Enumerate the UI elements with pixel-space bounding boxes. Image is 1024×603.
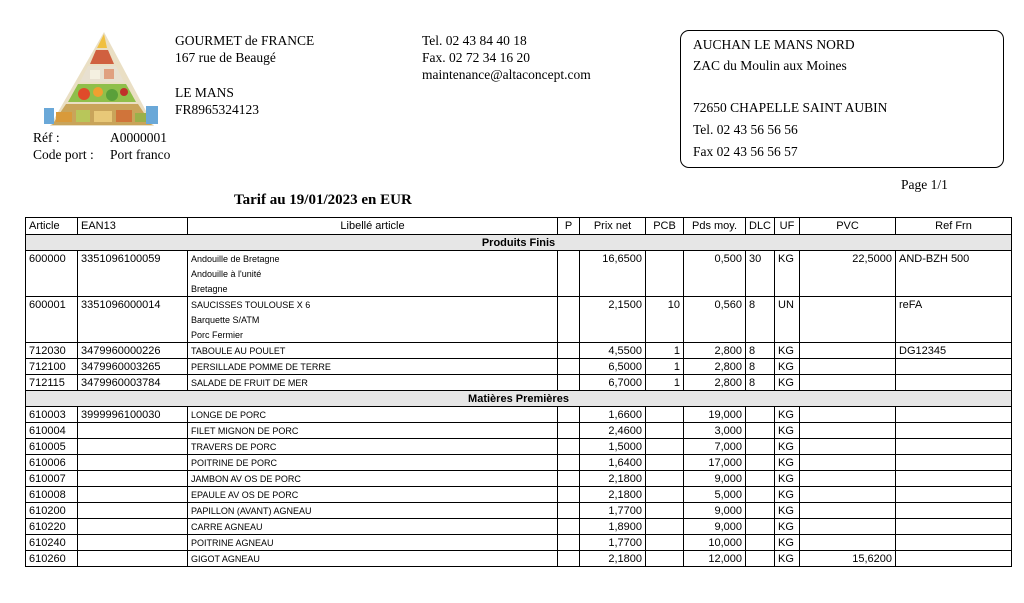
cell-article: 712115 xyxy=(26,375,78,391)
cell-empty xyxy=(580,281,646,297)
document-title: Tarif au 19/01/2023 en EUR xyxy=(234,192,412,208)
cell-pvc xyxy=(800,407,896,423)
cell-empty xyxy=(26,327,78,343)
cell-empty xyxy=(684,327,746,343)
cell-pds-moy: 9,000 xyxy=(684,503,746,519)
cell-libelle: GIGOT AGNEAU xyxy=(188,551,558,567)
cell-prix-net: 1,8900 xyxy=(580,519,646,535)
company-vat: FR8965324123 xyxy=(175,102,260,117)
cell-article: 610240 xyxy=(26,535,78,551)
col-pcb: PCB xyxy=(646,218,684,235)
cell-ref-frn xyxy=(896,471,1012,487)
cell-empty xyxy=(580,266,646,281)
cell-uf: KG xyxy=(775,359,800,375)
cell-article: 610005 xyxy=(26,439,78,455)
cell-ean13: 3479960003265 xyxy=(78,359,188,375)
cell-pvc xyxy=(800,455,896,471)
cell-ref-frn: reFA xyxy=(896,297,1012,313)
col-prix-net: Prix net xyxy=(580,218,646,235)
cell-dlc xyxy=(746,423,775,439)
cell-p xyxy=(558,359,580,375)
cell-ref-frn xyxy=(896,535,1012,551)
cell-pds-moy: 12,000 xyxy=(684,551,746,567)
cell-dlc xyxy=(746,471,775,487)
cell-dlc xyxy=(746,503,775,519)
cell-libelle: LONGE DE PORC xyxy=(188,407,558,423)
cell-p xyxy=(558,423,580,439)
col-ref-frn: Ref Frn xyxy=(896,218,1012,235)
cell-article: 610260 xyxy=(26,551,78,567)
cell-dlc xyxy=(746,551,775,567)
cell-p xyxy=(558,471,580,487)
cell-ean13: 3351096000014 xyxy=(78,297,188,313)
cell-p xyxy=(558,343,580,359)
table-row xyxy=(26,343,1012,359)
cell-ean13 xyxy=(78,471,188,487)
col-pds-moy: Pds moy. xyxy=(684,218,746,235)
cell-ref-frn xyxy=(896,503,1012,519)
cell-libelle-detail: Andouille à l'unité xyxy=(188,266,558,281)
cell-empty xyxy=(26,281,78,297)
cell-pcb: 10 xyxy=(646,297,684,313)
cell-dlc: 8 xyxy=(746,343,775,359)
cell-uf: KG xyxy=(775,455,800,471)
cell-prix-net: 1,6600 xyxy=(580,407,646,423)
cell-empty xyxy=(896,266,1012,281)
cell-pcb xyxy=(646,551,684,567)
company-email: maintenance@altaconcept.com xyxy=(422,67,591,82)
cell-empty xyxy=(800,327,896,343)
table-row xyxy=(26,487,1012,503)
cell-pvc xyxy=(800,423,896,439)
cell-pvc xyxy=(800,519,896,535)
cell-prix-net: 2,1500 xyxy=(580,297,646,313)
cell-prix-net: 2,1800 xyxy=(580,471,646,487)
cell-uf: KG xyxy=(775,503,800,519)
cell-uf: KG xyxy=(775,551,800,567)
cell-pcb xyxy=(646,407,684,423)
port-value: Port franco xyxy=(110,147,171,162)
cell-empty xyxy=(896,281,1012,297)
cell-pvc xyxy=(800,471,896,487)
cell-ean13 xyxy=(78,423,188,439)
table-row xyxy=(26,375,1012,391)
cell-ean13 xyxy=(78,503,188,519)
cell-pds-moy: 9,000 xyxy=(684,471,746,487)
cell-empty xyxy=(78,327,188,343)
cell-libelle: EPAULE AV OS DE PORC xyxy=(188,487,558,503)
cell-empty xyxy=(896,327,1012,343)
cell-pcb xyxy=(646,423,684,439)
client-tel: Tel. 02 43 56 56 56 xyxy=(693,122,798,137)
cell-libelle: SAUCISSES TOULOUSE X 6 xyxy=(188,297,558,313)
cell-pcb: 1 xyxy=(646,343,684,359)
cell-ean13 xyxy=(78,439,188,455)
price-table xyxy=(25,217,1012,567)
cell-pvc xyxy=(800,359,896,375)
ref-label: Réf : xyxy=(33,130,60,145)
cell-pcb xyxy=(646,487,684,503)
cell-prix-net: 4,5500 xyxy=(580,343,646,359)
cell-pds-moy: 3,000 xyxy=(684,423,746,439)
section-title: Matières Premières xyxy=(26,391,1012,407)
cell-empty xyxy=(746,312,775,327)
cell-prix-net: 2,1800 xyxy=(580,551,646,567)
section-row xyxy=(26,235,1012,251)
cell-ean13 xyxy=(78,487,188,503)
cell-article: 610008 xyxy=(26,487,78,503)
cell-dlc: 8 xyxy=(746,359,775,375)
cell-libelle: PAPILLON (AVANT) AGNEAU xyxy=(188,503,558,519)
cell-prix-net: 6,7000 xyxy=(580,375,646,391)
cell-p xyxy=(558,455,580,471)
cell-pcb xyxy=(646,455,684,471)
cell-uf: KG xyxy=(775,519,800,535)
cell-dlc xyxy=(746,455,775,471)
cell-pvc xyxy=(800,535,896,551)
cell-empty xyxy=(558,312,580,327)
cell-pds-moy: 2,800 xyxy=(684,375,746,391)
cell-empty xyxy=(775,327,800,343)
cell-ean13: 3999996100030 xyxy=(78,407,188,423)
client-city: 72650 CHAPELLE SAINT AUBIN xyxy=(693,100,888,115)
cell-p xyxy=(558,375,580,391)
cell-p xyxy=(558,487,580,503)
company-fax: Fax. 02 72 34 16 20 xyxy=(422,50,530,65)
table-row xyxy=(26,503,1012,519)
cell-empty xyxy=(896,312,1012,327)
cell-empty xyxy=(558,281,580,297)
col-ean13: EAN13 xyxy=(78,218,188,235)
company-city: LE MANS xyxy=(175,85,234,100)
cell-libelle: POITRINE AGNEAU xyxy=(188,535,558,551)
cell-article: 610006 xyxy=(26,455,78,471)
cell-prix-net: 1,7700 xyxy=(580,503,646,519)
cell-empty xyxy=(684,266,746,281)
cell-empty xyxy=(800,281,896,297)
cell-libelle-detail: Bretagne xyxy=(188,281,558,297)
cell-prix-net: 6,5000 xyxy=(580,359,646,375)
cell-pcb xyxy=(646,471,684,487)
cell-empty xyxy=(78,281,188,297)
cell-pvc xyxy=(800,439,896,455)
cell-pds-moy: 0,560 xyxy=(684,297,746,313)
cell-empty xyxy=(646,327,684,343)
cell-empty xyxy=(684,312,746,327)
table-row xyxy=(26,297,1012,313)
cell-p xyxy=(558,551,580,567)
table-subrow xyxy=(26,327,1012,343)
cell-article: 610200 xyxy=(26,503,78,519)
cell-article: 610220 xyxy=(26,519,78,535)
cell-pds-moy: 7,000 xyxy=(684,439,746,455)
cell-prix-net: 2,4600 xyxy=(580,423,646,439)
cell-libelle: Andouille de Bretagne xyxy=(188,251,558,267)
page-number: Page 1/1 xyxy=(901,177,948,192)
cell-p xyxy=(558,535,580,551)
company-tel: Tel. 02 43 84 40 18 xyxy=(422,33,527,48)
cell-dlc xyxy=(746,519,775,535)
table-row xyxy=(26,359,1012,375)
ref-value: A0000001 xyxy=(110,130,167,145)
cell-empty xyxy=(646,312,684,327)
cell-empty xyxy=(26,266,78,281)
cell-article: 600001 xyxy=(26,297,78,313)
cell-pcb xyxy=(646,535,684,551)
cell-ean13 xyxy=(78,551,188,567)
cell-pds-moy: 2,800 xyxy=(684,359,746,375)
col-uf: UF xyxy=(775,218,800,235)
cell-ean13 xyxy=(78,455,188,471)
client-address-box xyxy=(680,30,1004,168)
cell-prix-net: 16,6500 xyxy=(580,251,646,267)
cell-uf: KG xyxy=(775,423,800,439)
cell-libelle-detail: Porc Fermier xyxy=(188,327,558,343)
company-name: GOURMET de FRANCE xyxy=(175,33,315,48)
cell-libelle: PERSILLADE POMME DE TERRE xyxy=(188,359,558,375)
cell-pvc: 15,6200 xyxy=(800,551,896,567)
cell-empty xyxy=(580,312,646,327)
cell-uf: KG xyxy=(775,343,800,359)
cell-pds-moy: 2,800 xyxy=(684,343,746,359)
cell-libelle: TABOULE AU POULET xyxy=(188,343,558,359)
table-row xyxy=(26,471,1012,487)
cell-dlc xyxy=(746,439,775,455)
section-row xyxy=(26,391,1012,407)
cell-dlc: 8 xyxy=(746,297,775,313)
col-libelle: Libellé article xyxy=(188,218,558,235)
table-subrow xyxy=(26,266,1012,281)
port-label: Code port : xyxy=(33,147,94,162)
client-fax: Fax 02 43 56 56 57 xyxy=(693,144,798,159)
cell-pds-moy: 5,000 xyxy=(684,487,746,503)
cell-libelle: SALADE DE FRUIT DE MER xyxy=(188,375,558,391)
table-row xyxy=(26,439,1012,455)
cell-uf: KG xyxy=(775,535,800,551)
cell-article: 712030 xyxy=(26,343,78,359)
cell-uf: KG xyxy=(775,471,800,487)
cell-p xyxy=(558,407,580,423)
cell-article: 610007 xyxy=(26,471,78,487)
cell-ref-frn xyxy=(896,455,1012,471)
cell-pds-moy: 0,500 xyxy=(684,251,746,267)
cell-ref-frn xyxy=(896,375,1012,391)
cell-pcb xyxy=(646,503,684,519)
cell-empty xyxy=(746,281,775,297)
cell-pvc xyxy=(800,297,896,313)
table-header-row xyxy=(26,218,1012,235)
cell-pvc xyxy=(800,487,896,503)
cell-p xyxy=(558,519,580,535)
cell-empty xyxy=(26,312,78,327)
cell-empty xyxy=(775,312,800,327)
cell-uf: KG xyxy=(775,375,800,391)
cell-ref-frn: AND-BZH 500 xyxy=(896,251,1012,267)
cell-pcb: 1 xyxy=(646,375,684,391)
cell-uf: KG xyxy=(775,439,800,455)
cell-ref-frn xyxy=(896,551,1012,567)
cell-empty xyxy=(746,266,775,281)
cell-libelle: FILET MIGNON DE PORC xyxy=(188,423,558,439)
cell-uf: KG xyxy=(775,407,800,423)
col-dlc: DLC xyxy=(746,218,775,235)
cell-pcb xyxy=(646,439,684,455)
cell-pcb: 1 xyxy=(646,359,684,375)
cell-libelle: JAMBON AV OS DE PORC xyxy=(188,471,558,487)
section-title: Produits Finis xyxy=(26,235,1012,251)
cell-empty xyxy=(558,327,580,343)
cell-article: 610004 xyxy=(26,423,78,439)
cell-ean13: 3479960003784 xyxy=(78,375,188,391)
cell-p xyxy=(558,439,580,455)
cell-ref-frn xyxy=(896,407,1012,423)
cell-pvc xyxy=(800,503,896,519)
table-row xyxy=(26,535,1012,551)
cell-pcb xyxy=(646,519,684,535)
cell-uf: UN xyxy=(775,297,800,313)
cell-pvc xyxy=(800,343,896,359)
cell-p xyxy=(558,503,580,519)
cell-ref-frn xyxy=(896,439,1012,455)
cell-empty xyxy=(646,281,684,297)
cell-ean13: 3351096100059 xyxy=(78,251,188,267)
cell-libelle: CARRE AGNEAU xyxy=(188,519,558,535)
cell-empty xyxy=(78,266,188,281)
cell-dlc: 30 xyxy=(746,251,775,267)
table-row xyxy=(26,455,1012,471)
cell-dlc xyxy=(746,487,775,503)
col-pvc: PVC xyxy=(800,218,896,235)
cell-empty xyxy=(775,266,800,281)
cell-empty xyxy=(800,266,896,281)
cell-prix-net: 1,5000 xyxy=(580,439,646,455)
cell-libelle-detail: Barquette S/ATM xyxy=(188,312,558,327)
cell-empty xyxy=(775,281,800,297)
cell-empty xyxy=(684,281,746,297)
cell-prix-net: 1,7700 xyxy=(580,535,646,551)
cell-dlc: 8 xyxy=(746,375,775,391)
cell-prix-net: 1,6400 xyxy=(580,455,646,471)
cell-article: 600000 xyxy=(26,251,78,267)
cell-dlc xyxy=(746,535,775,551)
cell-empty xyxy=(746,327,775,343)
cell-article: 610003 xyxy=(26,407,78,423)
table-row xyxy=(26,251,1012,267)
cell-pds-moy: 10,000 xyxy=(684,535,746,551)
col-p: P xyxy=(558,218,580,235)
client-address: ZAC du Moulin aux Moines xyxy=(693,58,847,73)
table-row xyxy=(26,519,1012,535)
cell-uf: KG xyxy=(775,487,800,503)
cell-ref-frn xyxy=(896,487,1012,503)
cell-empty xyxy=(646,266,684,281)
cell-empty xyxy=(580,327,646,343)
table-row xyxy=(26,423,1012,439)
cell-ref-frn: DG12345 xyxy=(896,343,1012,359)
table-row xyxy=(26,551,1012,567)
client-name: AUCHAN LE MANS NORD xyxy=(693,37,855,52)
cell-empty xyxy=(800,312,896,327)
cell-uf: KG xyxy=(775,251,800,267)
table-subrow xyxy=(26,312,1012,327)
cell-ean13 xyxy=(78,535,188,551)
cell-ean13: 3479960000226 xyxy=(78,343,188,359)
table-row xyxy=(26,407,1012,423)
cell-libelle: POITRINE DE PORC xyxy=(188,455,558,471)
cell-empty xyxy=(78,312,188,327)
cell-pvc xyxy=(800,375,896,391)
cell-p xyxy=(558,297,580,313)
cell-pcb xyxy=(646,251,684,267)
company-street: 167 rue de Beaugé xyxy=(175,50,276,65)
cell-article: 712100 xyxy=(26,359,78,375)
cell-ref-frn xyxy=(896,359,1012,375)
cell-dlc xyxy=(746,407,775,423)
cell-pds-moy: 19,000 xyxy=(684,407,746,423)
col-article: Article xyxy=(26,218,78,235)
food-pyramid-logo xyxy=(42,28,162,130)
cell-pds-moy: 9,000 xyxy=(684,519,746,535)
cell-libelle: TRAVERS DE PORC xyxy=(188,439,558,455)
cell-ref-frn xyxy=(896,423,1012,439)
cell-prix-net: 2,1800 xyxy=(580,487,646,503)
cell-ean13 xyxy=(78,519,188,535)
cell-p xyxy=(558,251,580,267)
cell-empty xyxy=(558,266,580,281)
cell-ref-frn xyxy=(896,519,1012,535)
table-subrow xyxy=(26,281,1012,297)
cell-pvc: 22,5000 xyxy=(800,251,896,267)
cell-pds-moy: 17,000 xyxy=(684,455,746,471)
